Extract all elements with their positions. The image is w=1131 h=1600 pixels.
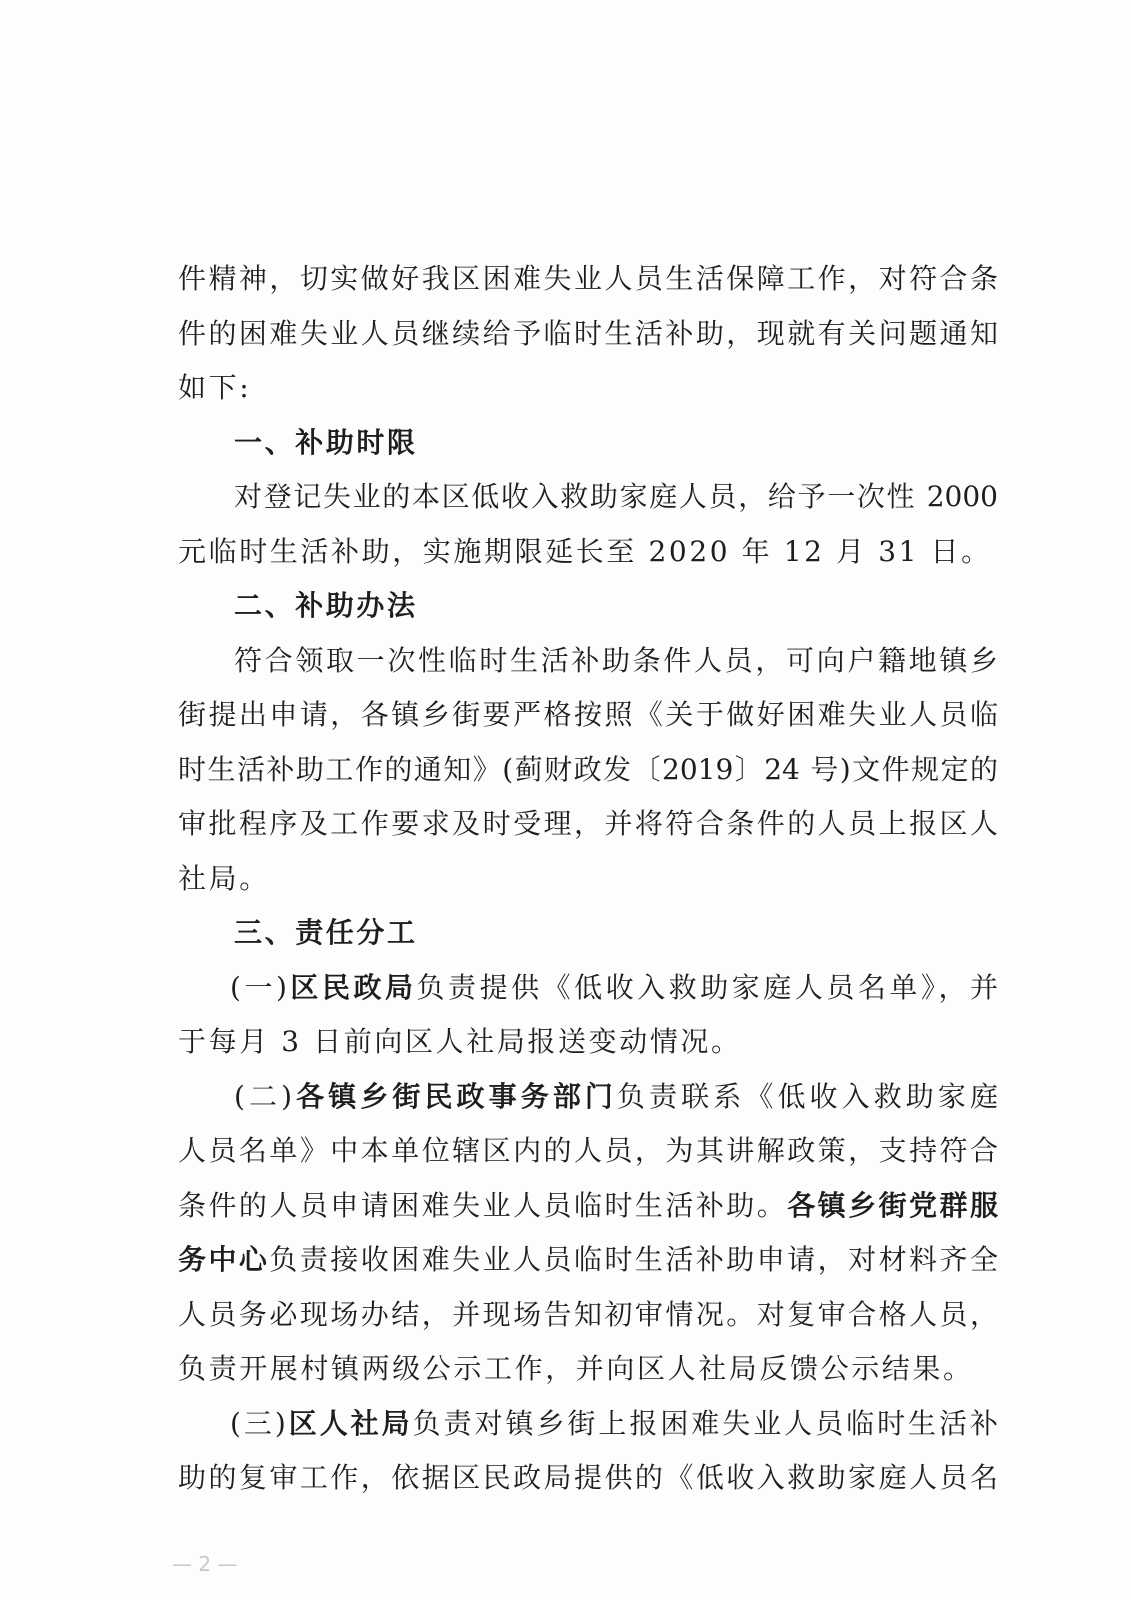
item-2-line-2: 人员名单》中本单位辖区内的人员，为其讲解政策，支持符合 <box>178 1134 998 1167</box>
item-2-line-3 <box>178 1179 998 1234</box>
body-line-5: 对登记失业的本区低收入救助家庭人员，给予一次性 2000 <box>234 480 998 513</box>
item-2-line-3-bold: 各镇乡街党群服 <box>787 1188 998 1222</box>
item-3-text: 负责对镇乡街上报困难失业人员临时生活补 <box>412 1406 998 1440</box>
body-line-12: 社局。 <box>178 861 270 895</box>
body-line-11: 审批程序及工作要求及时受理，并将符合条件的人员上报区人 <box>178 807 998 840</box>
page-number: — 2 — <box>172 1552 238 1576</box>
item-1-text: 负责提供《低收入救助家庭人员名单》，并 <box>416 970 998 1004</box>
section-heading-1: 一、补助时限 <box>234 425 418 459</box>
item-2-bold: 各镇乡街民政事务部门 <box>292 1079 617 1113</box>
body-line-6: 元临时生活补助，实施期限延长至 2020 年 12 月 31 日。 <box>178 534 992 568</box>
item-3-prefix: (三) <box>230 1406 286 1440</box>
body-line-3: 如下: <box>178 371 252 404</box>
section-heading-2: 二、补助办法 <box>234 589 418 622</box>
item-3-line-2: 助的复审工作，依据区民政局提供的《低收入救助家庭人员名 <box>178 1461 998 1494</box>
body-line-10: 时生活补助工作的通知》(蓟财政发〔2019〕24 号)文件规定的 <box>178 752 998 786</box>
body-line-1: 件精神，切实做好我区困难失业人员生活保障工作，对符合条 <box>178 262 998 295</box>
document-body <box>178 252 998 1506</box>
item-2-line-4 <box>178 1233 998 1288</box>
item-2-line-4-text: 负责接收困难失业人员临时生活补助申请，对材料齐全 <box>269 1243 998 1276</box>
item-2-line-6: 负责开展村镇两级公示工作，并向区人社局反馈公示结果。 <box>178 1352 974 1385</box>
item-2-prefix: (二) <box>234 1079 293 1113</box>
body-line-9: 街提出申请，各镇乡街要严格按照《关于做好困难失业人员临 <box>178 698 998 731</box>
item-2-line-4-bold: 务中心 <box>178 1243 270 1276</box>
item-3-bold: 区人社局 <box>285 1406 413 1440</box>
item-1-bold: 区民政局 <box>286 970 417 1004</box>
section-heading-3: 三、责任分工 <box>234 916 418 949</box>
item-1-line-2: 于每月 3 日前向区人社局报送变动情况。 <box>178 1025 742 1058</box>
item-2-text: 负责联系《低收入救助家庭 <box>617 1079 998 1113</box>
item-2-line-3-text: 条件的人员申请困难失业人员临时生活补助。 <box>178 1188 788 1222</box>
body-line-8: 符合领取一次性临时生活补助条件人员，可向户籍地镇乡 <box>234 643 998 677</box>
item-2-line-1 <box>178 1070 998 1125</box>
body-line-2: 件的困难失业人员继续给予临时生活补助，现就有关问题通知 <box>178 316 998 350</box>
item-1-line-1 <box>178 961 998 1016</box>
item-1-prefix: (一) <box>230 970 287 1004</box>
item-3-line-1 <box>178 1397 998 1452</box>
item-2-line-5: 人员务必现场办结，并现场告知初审情况。对复审合格人员， <box>178 1297 998 1331</box>
